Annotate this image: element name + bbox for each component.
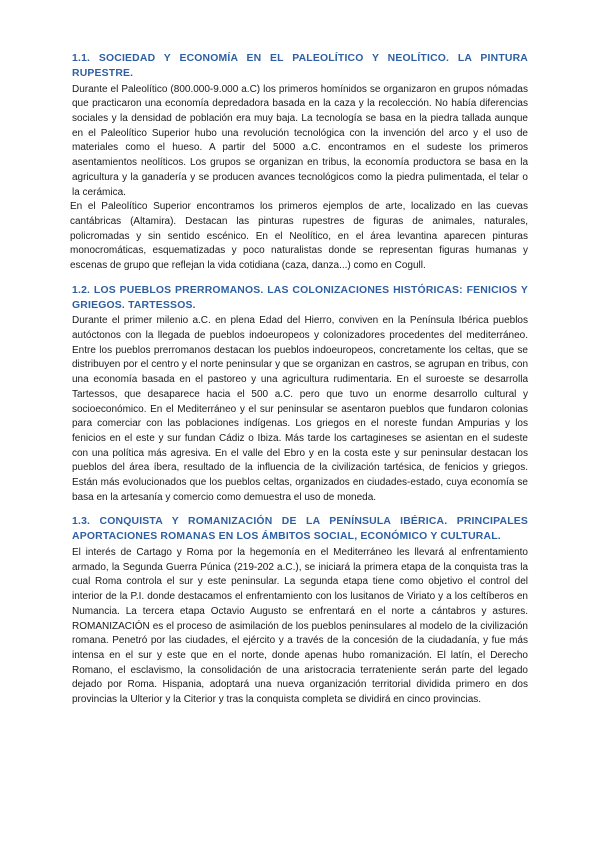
paragraph: El interés de Cartago y Roma por la hegemonía en el Mediterráneo les llevará al enfrentamiento armado, la Segunda Guerra Púnica (219-202 a.C.), se iniciará la primera etapa de la conquista tras la cual Roma controla el sur y este peninsular. La segunda etapa tiene como objetivo el control del interior de la P.I. donde destacamos el enfrentamiento con los lusitanos de Viriato y a los celtíberos en Numancia. La tercera etapa Octavio Augusto se enfrentará en el norte a cántabros y astures. ROMANIZACIÓN es el proceso de asimilación de los pueblos peninsulares al modelo de la civilización romana. Penetró por las ciudades, el ejército y a través de la concesión de la ciudadanía, y fue más intensa en el sur y este que en el norte, donde apenas hubo romanización. El latín, el Derecho Romano, el esclavismo, la consolidación de una aristocracia terrateniente serán parte del legado dejado por Roma. Hispania, adoptará una nueva organización territorial dividida primero en dos provincias la Ulterior y la Citerior y tras la conquista completa se dividirá en cinco provincias. — [72, 547, 528, 706]
paragraph: Durante el primer milenio a.C. en plena Edad del Hierro, conviven en la Península Ibérica pueblos autóctonos con la llegada de pueblos indoeuropeos y colonizadores procedentes del mediterráneo. Entre los pueblos prerromanos destacan los pueblos indoeuropeos, concretamente los celtas, que se distribuyen por el centro y el norte peninsular y que se organizan en castros, se agrupan en tribus, con una economía basada en el pastoreo y una agricultura rudimentaria. En el suroeste se desarrolla Tartessos, que desaparece hacia el 500 a.C. pero que tuvo un enorme desarrollo cultural y socioeconómico. En el Mediterráneo y el sur peninsular se asentaron pueblos que fundaron colonias para comerciar con las poblaciones indígenas. Los griegos en el noreste fundan Ampurias y los fenicios en el este y sur fundan Cádiz o Ibiza. Más tarde los cartagineses se asientan en el sudeste con una política más agresiva. En el valle del Ebro y en la costa este y sur peninsular destacan los pueblos del área íbera, resultado de la influencia de la civilización tartésica, de fenicios y griegos. Están más evolucionados que los pueblos celtas, organizados en ciudades-estado, cuya economía se basa en la artesanía y comercio como demuestra el uso de moneda. — [72, 315, 528, 503]
section-heading: 1.2. LOS PUEBLOS PRERROMANOS. LAS COLONIZACIONES HISTÓRICAS: FENICIOS Y GRIEGOS. TARTESSOS. — [72, 284, 528, 311]
section-heading: 1.3. CONQUISTA Y ROMANIZACIÓN DE LA PENÍNSULA IBÉRICA. PRINCIPALES APORTACIONES ROMANAS EN LOS ÁMBITOS SOCIAL, ECONÓMICO Y CULTURAL. — [72, 516, 528, 543]
paragraph: Durante el Paleolítico (800.000-9.000 a.C) los primeros homínidos se organizaron en grupos nómadas que practicaron una economía depredadora basada en la caza y la recolección. No había diferencias sociales y la densidad de población era muy baja. La tecnología se basa en la piedra tallada aunque en el Paleolítico Superior hubo una revolución tecnológica con la invención del arco y el uso de materiales como el hueso. A partir del 5000 a.C. encontramos en el sudeste los primeros asentamientos neolíticos. Los grupos se organizan en tribus, la economía productora se basa en la agricultura y la ganadería y se producen avances tecnológicos como la piedra pulimentada, el telar o la cerámica. — [72, 83, 528, 198]
section-paleolitico-neolitico — [72, 52, 528, 274]
section-heading: 1.1. SOCIEDAD Y ECONOMÍA EN EL PALEOLÍTICO Y NEOLÍTICO. LA PINTURA RUPESTRE. — [72, 53, 528, 79]
section-pueblos-prerromanos — [72, 284, 528, 506]
document-page — [72, 52, 528, 718]
paragraph: En el Paleolítico Superior encontramos los primeros ejemplos de arte, localizado en las cuevas cantábricas (Altamira). Destacan las pinturas rupestres de figuras de animales, naturales, policromadas y sin sentido escénico. En el Neolítico, en el área levantina aparecen pinturas monocromáticas, esquematizadas y poco naturalistas donde se representan figuras humanas y escenas de grupo que reflejan la vida cotidiana (caza, danza...) como en Cogull. — [70, 201, 528, 272]
section-conquista-romanizacion — [72, 515, 528, 707]
